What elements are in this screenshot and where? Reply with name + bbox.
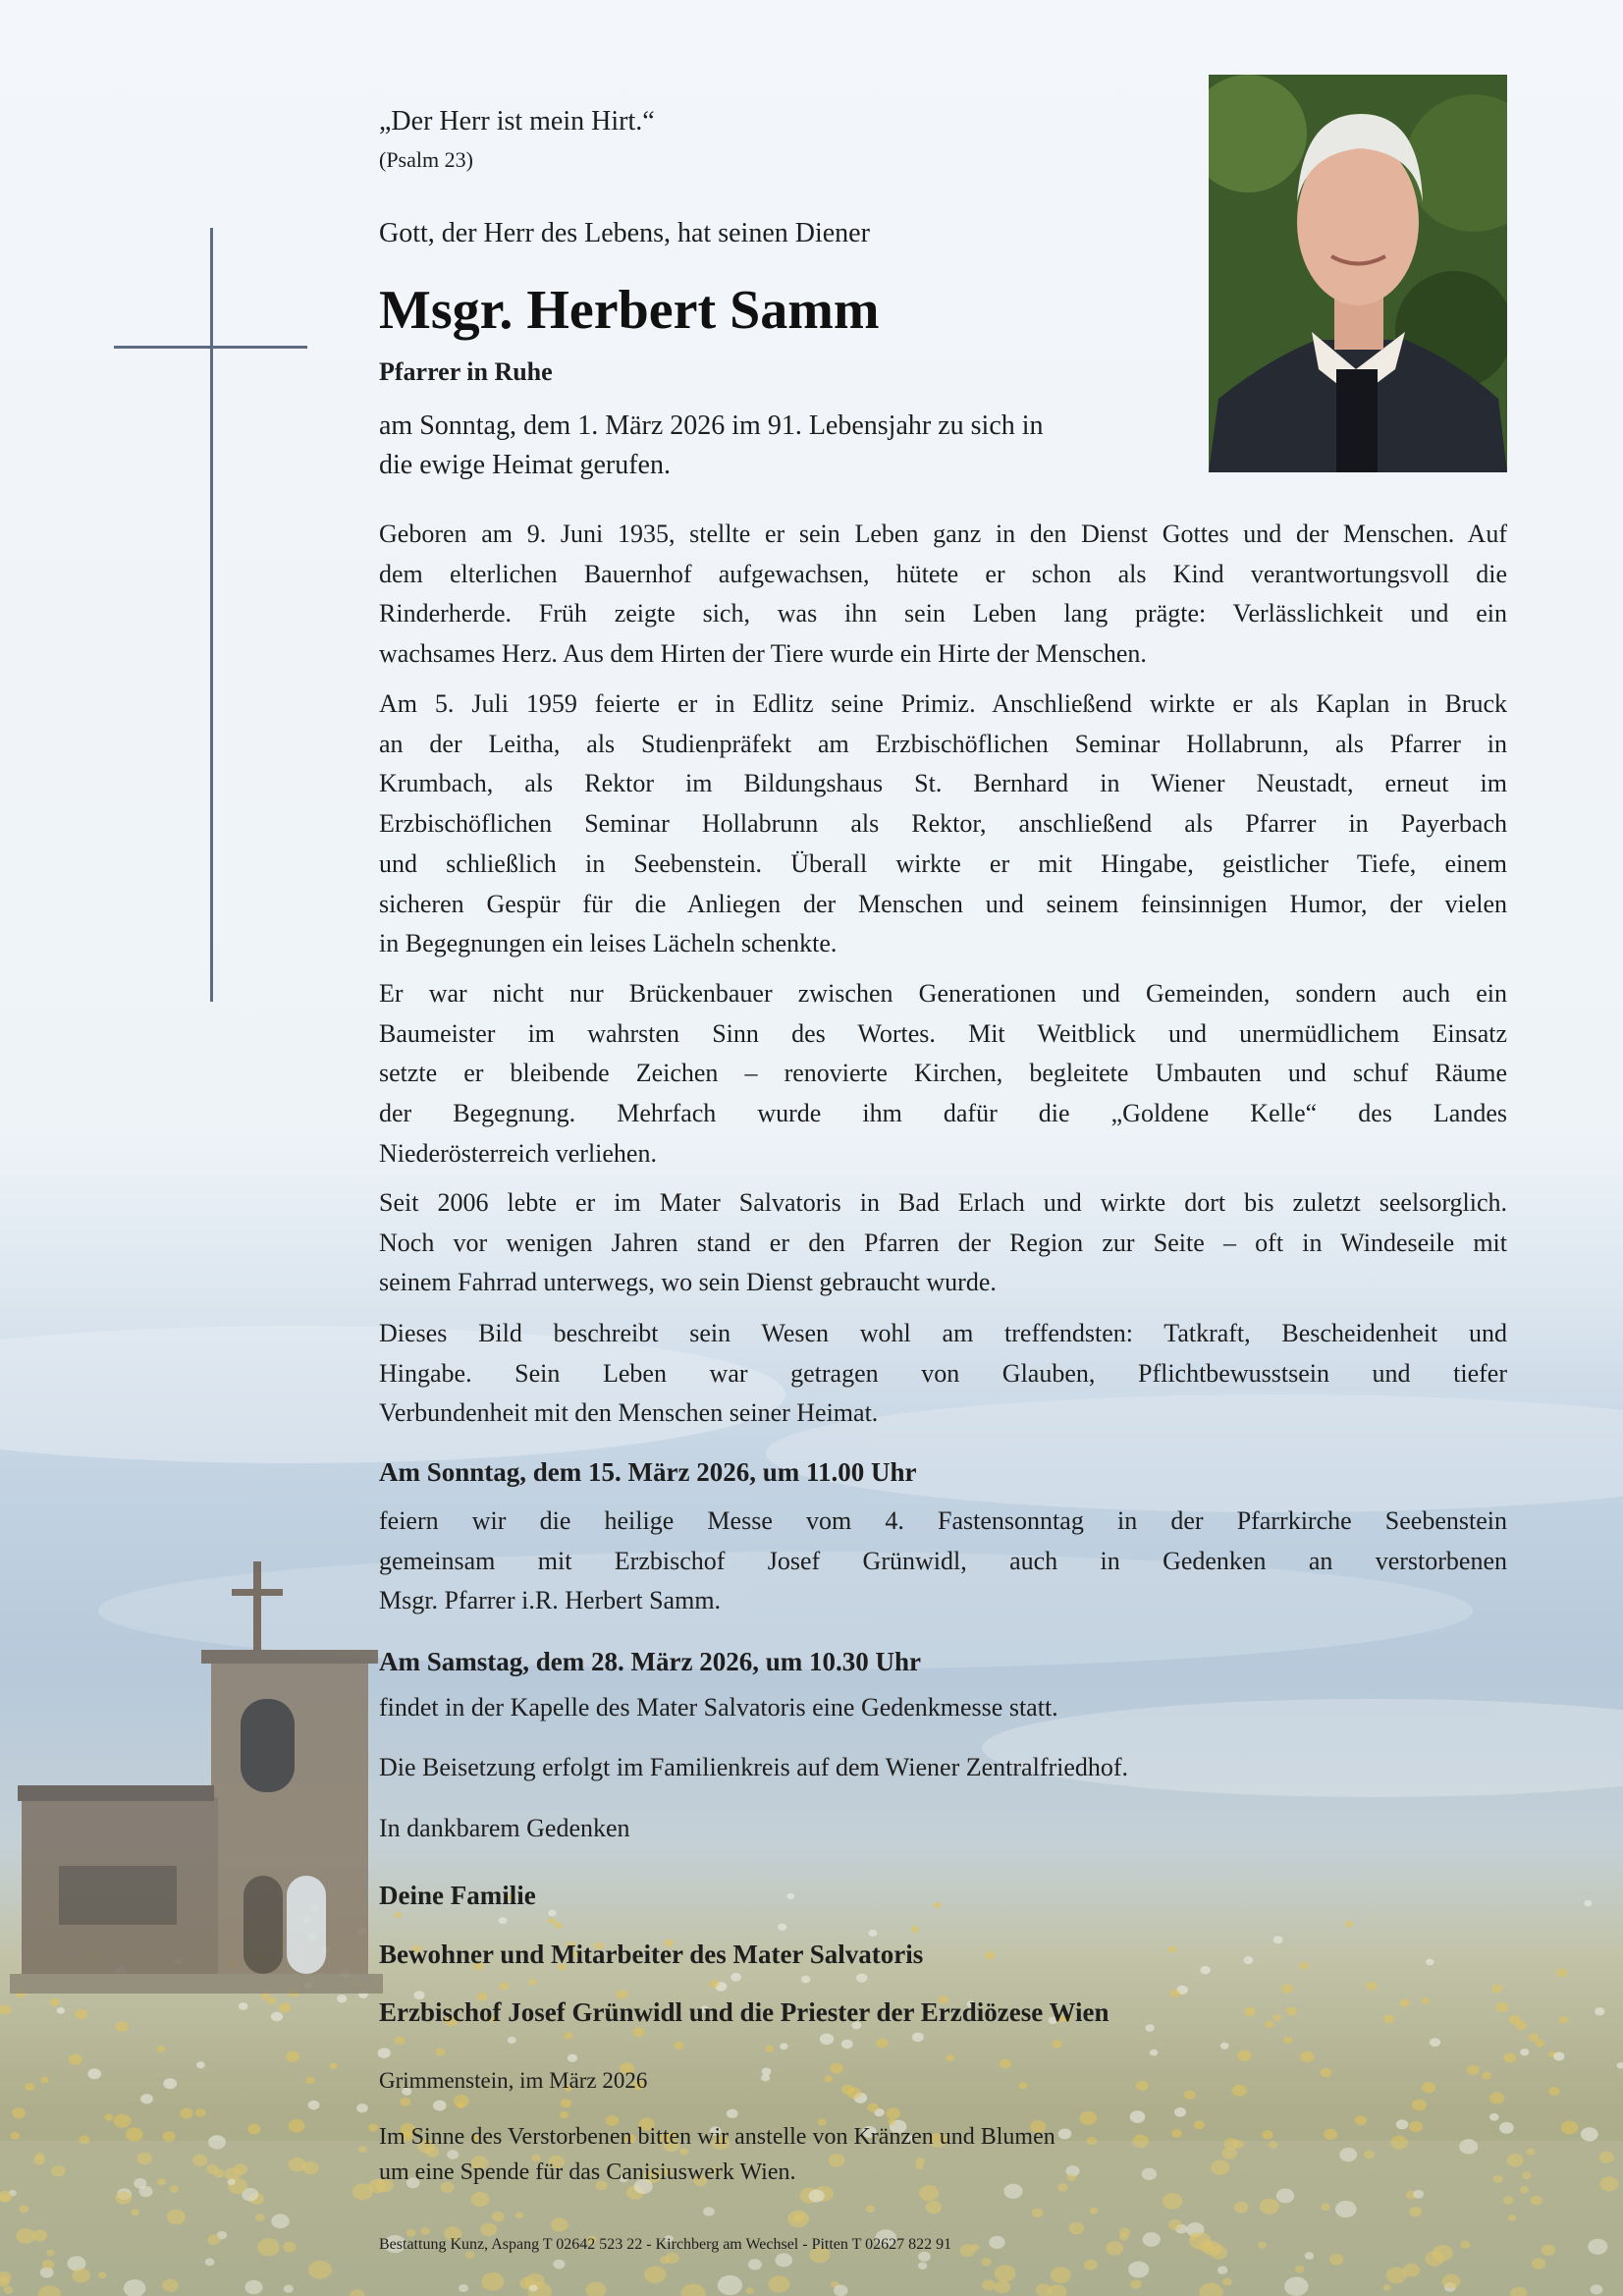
- text-line: Dieses Bild beschreibt sein Wesen wohl am treffendsten: Tatkraft, Bescheidenheit und: [379, 1319, 1507, 1347]
- flower: [1467, 2065, 1480, 2075]
- flower: [1169, 1990, 1180, 1997]
- flower: [1489, 2092, 1504, 2104]
- flower: [1422, 1997, 1431, 2004]
- donation-line: um eine Spende für das Canisiuswerk Wien.: [379, 2159, 796, 2185]
- biography-p5: [379, 1314, 1507, 1434]
- text-line: seinem Fahrrad unterwegs, wo sein Dienst gebraucht wurde.: [379, 1268, 997, 1297]
- quote: „Der Herr ist mein Hirt.“: [379, 106, 655, 137]
- flower: [847, 2088, 861, 2099]
- flower: [560, 2111, 568, 2118]
- flower: [1150, 2050, 1158, 2056]
- flower: [247, 2124, 260, 2134]
- flower: [1286, 2007, 1297, 2016]
- mourner-3: Erzbischof Josef Grünwidl und die Priester der Erzdiözese Wien: [379, 1997, 1109, 2027]
- flower: [778, 1924, 786, 1931]
- flower: [1499, 2122, 1514, 2134]
- text-line: Rinderherde. Früh zeigte sich, was ihn sein Leben lang prägte: Verlässlichkeit und ein: [379, 599, 1507, 629]
- text-line: der Begegnung. Mehrfach wurde ihm dafür die „Goldene Kelle“ des Landes: [379, 1099, 1507, 1128]
- flower: [1426, 1959, 1434, 1966]
- burial-info: Die Beisetzung erfolgt im Familienkreis auf dem Wiener Zentralfriedhof.: [379, 1753, 1129, 1781]
- flower: [730, 1973, 741, 1982]
- flower: [946, 2054, 954, 2061]
- flower: [279, 2003, 291, 2013]
- flower: [709, 1980, 719, 1988]
- text-line: sicheren Gespür für die Anliegen der Menschen und seinem feinsinnigen Humor, der vielen: [379, 889, 1507, 918]
- flower: [1400, 1999, 1410, 2007]
- flower: [69, 2054, 82, 2065]
- flower: [1220, 2043, 1229, 2050]
- flower: [196, 2061, 205, 2068]
- flower: [1412, 2100, 1427, 2111]
- flower: [568, 2054, 577, 2062]
- flower: [1489, 2113, 1499, 2121]
- flower: [1529, 2034, 1539, 2042]
- flower: [824, 2075, 833, 2082]
- biography-p1: [379, 515, 1507, 675]
- flower: [933, 1902, 941, 1909]
- flower: [1503, 2052, 1516, 2062]
- flower: [1396, 2119, 1409, 2129]
- flower: [1509, 2015, 1521, 2025]
- flower: [400, 2098, 410, 2106]
- flower: [876, 2039, 888, 2049]
- donation-line: Im Sinne des Verstorbenen bitten wir anstelle von Kränzen und Blumen: [379, 2124, 1055, 2150]
- flower: [114, 2114, 132, 2128]
- flower: [1409, 2121, 1423, 2132]
- flower: [433, 2101, 447, 2111]
- flower: [1581, 2127, 1598, 2141]
- text-line: Am 5. Juli 1959 feierte er in Edlitz seine Primiz. Anschließend wirkte er als Kaplan in Bruck: [379, 689, 1507, 718]
- cross-horizontal: [114, 346, 307, 349]
- flower: [1281, 1985, 1293, 1994]
- flower: [163, 2131, 176, 2141]
- flower: [841, 2040, 853, 2049]
- place-date: Grimmenstein, im März 2026: [379, 2068, 648, 2093]
- text-line: feiern wir die heilige Messe vom 4. Fastensonntag in der Pfarrkirche Seebenstein: [379, 1506, 1507, 1535]
- flower: [25, 2083, 34, 2091]
- flower: [435, 2049, 445, 2056]
- mass-heading-1: Am Sonntag, dem 15. März 2026, um 11.00 Uhr: [379, 1457, 917, 1487]
- flower: [116, 2022, 129, 2032]
- flower: [499, 1917, 508, 1924]
- flower: [1617, 2062, 1623, 2068]
- flower: [548, 1910, 557, 1917]
- flower: [1595, 2007, 1604, 2015]
- text-line: Niederösterreich verliehen.: [379, 1138, 657, 1168]
- flower: [1052, 2040, 1062, 2048]
- flower: [87, 2068, 101, 2079]
- mass-details-1: [379, 1502, 1507, 1621]
- text-line: Er war nicht nur Brückenbauer zwischen Generationen und Gemeinden, sondern auch ein: [379, 979, 1507, 1008]
- flower: [180, 2107, 193, 2118]
- flower: [500, 1983, 510, 1991]
- flower: [1130, 2110, 1146, 2122]
- flower: [1548, 2087, 1559, 2096]
- text-line: gemeinsam mit Erzbischof Josef Grünwidl, auch in Gedenken an verstorbenen: [379, 1546, 1507, 1575]
- flower: [1080, 2111, 1098, 2125]
- flower: [761, 2074, 770, 2081]
- flower: [306, 2077, 315, 2084]
- flower: [1237, 2050, 1251, 2061]
- cross-vertical: [210, 228, 213, 1002]
- flower: [830, 2063, 843, 2074]
- flower: [12, 2107, 26, 2118]
- flower: [912, 2033, 924, 2043]
- flower: [1422, 2082, 1435, 2094]
- death-line: am Sonntag, dem 1. März 2026 im 91. Lebensjahr zu sich in: [379, 410, 1044, 441]
- flower: [508, 2037, 516, 2044]
- flower: [727, 2109, 738, 2118]
- flower: [1299, 1962, 1308, 1969]
- flower: [40, 2077, 49, 2084]
- quote-source: (Psalm 23): [379, 147, 473, 172]
- flower: [1496, 2002, 1509, 2012]
- text-line: dem elterlichen Bauernhof aufgewachsen, hütete er schon als Kind verantwortungsvoll die: [379, 559, 1507, 588]
- flower: [1556, 1969, 1567, 1978]
- flower: [289, 2119, 305, 2132]
- deceased-name: Msgr. Herbert Samm: [379, 280, 880, 341]
- flower: [11, 2132, 21, 2140]
- flower: [337, 1995, 347, 2002]
- flower: [1561, 2120, 1578, 2134]
- flower: [1383, 2015, 1394, 2024]
- flower: [786, 1893, 794, 1899]
- flower: [1366, 1982, 1377, 1991]
- flower: [286, 2051, 299, 2062]
- flower: [765, 2046, 774, 2052]
- mass-details-2: findet in der Kapelle des Mater Salvatoris eine Gedenkmesse statt.: [379, 1693, 1058, 1722]
- flower: [0, 2005, 11, 2015]
- flower: [75, 2009, 87, 2019]
- flower: [1273, 1936, 1283, 1943]
- flower: [1200, 1966, 1210, 1974]
- flower: [1136, 2081, 1149, 2091]
- flower: [1345, 1921, 1353, 1928]
- flower: [820, 2034, 834, 2046]
- flower: [1559, 2016, 1568, 2023]
- text-line: Geboren am 9. Juni 1935, stellte er sein Leben ganz in den Dienst Gottes und der Menschen. Auf: [379, 519, 1507, 548]
- flower: [308, 2101, 320, 2110]
- flower: [239, 2002, 248, 2010]
- flower: [57, 2007, 65, 2014]
- intro-text: Gott, der Herr des Lebens, hat seinen Diener: [379, 218, 870, 248]
- biography-p4: [379, 1183, 1507, 1303]
- flower: [985, 1951, 995, 1959]
- flower: [867, 2104, 878, 2112]
- flower: [1482, 2072, 1491, 2080]
- flower: [195, 2108, 206, 2117]
- flower: [564, 2032, 572, 2039]
- mass-heading-2: Am Samstag, dem 28. März 2026, um 10.30 Uhr: [379, 1647, 921, 1676]
- portrait-photo: [1209, 75, 1507, 472]
- text-line: und schließlich in Seebenstein. Überall wirkte er mit Hingabe, geistlicher Tiefe, einem: [379, 848, 1507, 878]
- flower: [1058, 2128, 1072, 2139]
- text-line: Krumbach, als Rektor im Bildungshaus St. Bernhard in Wiener Neustadt, erneut im: [379, 769, 1507, 798]
- text-line: Baumeister im wahrsten Sinn des Wortes. Mit Weitblick und unermüdlichem Einsatz: [379, 1018, 1507, 1048]
- flower: [1184, 2090, 1196, 2100]
- deceased-title: Pfarrer in Ruhe: [379, 357, 553, 386]
- flower: [1171, 2129, 1182, 2138]
- flower: [780, 2043, 787, 2050]
- text-line: setzte er bleibende Zeichen – renovierte Kirchen, begleitete Umbauten und schuf Räume: [379, 1059, 1507, 1088]
- flower: [378, 2048, 391, 2058]
- flower: [561, 2099, 571, 2107]
- flower: [1244, 2007, 1256, 2017]
- text-line: Noch vor wenigen Jahren stand er den Pfarren der Region zur Seite – oft in Windeseile mit: [379, 1228, 1507, 1257]
- donation-request: [379, 2119, 1055, 2190]
- flower: [1553, 2051, 1564, 2060]
- text-line: in Begegnungen ein leises Lächeln schenkte.: [379, 929, 838, 958]
- flower: [1168, 1946, 1176, 1953]
- flower: [1265, 2021, 1273, 2028]
- flower: [157, 2046, 165, 2052]
- flower: [1146, 2024, 1155, 2031]
- flower: [1284, 2037, 1293, 2044]
- flower: [356, 2104, 368, 2112]
- flower: [261, 1993, 270, 1999]
- flower: [140, 2094, 153, 2104]
- text-line: wachsames Herz. Aus dem Hirten der Tiere wurde ein Hirte der Menschen.: [379, 639, 1147, 669]
- flower: [1273, 2014, 1281, 2021]
- flower: [762, 2067, 772, 2075]
- text-line: Hingabe. Sein Leben war getragen von Glauben, Pflichtbewusstsein und tiefer: [379, 1358, 1507, 1388]
- text-line: Msgr. Pfarrer i.R. Herbert Samm.: [379, 1586, 722, 1615]
- flower: [910, 1926, 919, 1933]
- text-line: Seit 2006 lebte er im Mater Salvatoris in Bad Erlach und wirkte dort bis zuletzt seelsorglich.: [379, 1188, 1507, 1217]
- death-line: die ewige Heimat gerufen.: [379, 450, 671, 480]
- flower: [1520, 2049, 1529, 2055]
- mourner-1: Deine Familie: [379, 1881, 536, 1910]
- flower: [554, 1922, 563, 1929]
- text-line: Verbundenheit mit den Menschen seiner Heimat.: [379, 1398, 879, 1428]
- mourner-2: Bewohner und Mitarbeiter des Mater Salvatoris: [379, 1940, 924, 1969]
- closing-phrase: In dankbarem Gedenken: [379, 1814, 630, 1842]
- biography-p3: [379, 974, 1507, 1175]
- flower: [1584, 1900, 1592, 1907]
- flower: [886, 2107, 900, 2119]
- flower: [1324, 2129, 1337, 2140]
- flower: [801, 1976, 811, 1984]
- flower: [856, 1973, 867, 1982]
- flower: [395, 2037, 405, 2045]
- biography-p2: [379, 684, 1507, 964]
- flower: [1355, 2115, 1368, 2125]
- flower: [1194, 2120, 1205, 2129]
- flower: [1019, 2082, 1028, 2089]
- flower: [1243, 1956, 1253, 1964]
- text-line: Erzbischöflichen Seminar Hollabrunn als Rektor, anschließend als Pfarrer in Payerbach: [379, 809, 1507, 839]
- flower: [50, 1998, 60, 2006]
- flower: [271, 2012, 283, 2022]
- flower: [1174, 2107, 1186, 2117]
- flower: [1300, 2051, 1314, 2062]
- flower: [675, 2042, 684, 2050]
- flower: [1430, 2038, 1440, 2047]
- text-line: an der Leitha, als Studienpräfekt am Erzbischöflichen Seminar Hollabrunn, als Pfarrer in: [379, 729, 1507, 758]
- funeral-home-footer: Bestattung Kunz, Aspang T 02642 523 22 - Kirchberg am Wechsel - Pitten T 02627 822 91: [379, 2236, 952, 2253]
- flower: [368, 2123, 378, 2131]
- flower: [163, 2078, 177, 2089]
- flower: [528, 1979, 536, 1986]
- flower: [1232, 2085, 1247, 2097]
- flower: [548, 1918, 556, 1925]
- flower: [330, 2063, 338, 2069]
- flower: [1321, 2068, 1332, 2077]
- flower: [126, 2127, 143, 2141]
- flower: [1000, 2059, 1011, 2069]
- flower: [1491, 1985, 1502, 1994]
- flower: [105, 2113, 114, 2120]
- flower: [1262, 2130, 1273, 2139]
- death-notice: [379, 407, 1044, 485]
